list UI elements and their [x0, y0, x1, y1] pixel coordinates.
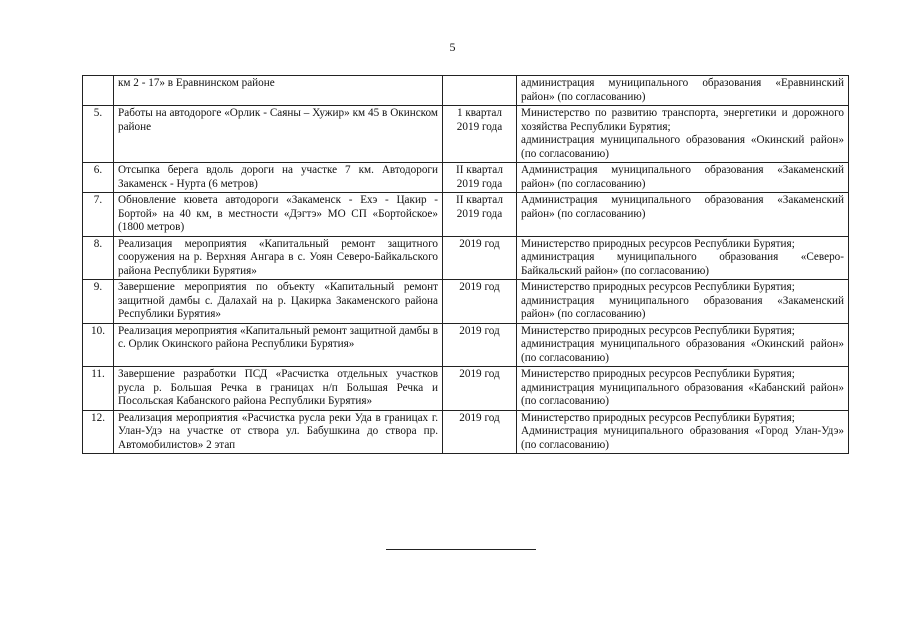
responsible-cell — [517, 193, 849, 237]
responsible-entry: администрация муниципального образования «Кабанский район» (по согласованию) — [521, 381, 844, 407]
responsible-entry: Администрация муниципального образования «Закаменский район» (по согласованию) — [521, 194, 844, 220]
responsible-entry: администрация муниципального образования «Окинский район» (по согласованию) — [521, 134, 844, 160]
responsible-entry: Администрация муниципального образования «Закаменский район» (по согласованию) — [521, 164, 844, 190]
responsible-entry: Администрация муниципального образования «Город Улан-Удэ» (по согласованию) — [521, 425, 844, 451]
responsible-cell — [517, 76, 849, 106]
responsible-entry: Министерство природных ресурсов Республики Бурятия; — [521, 324, 795, 337]
table-row — [83, 76, 849, 106]
measure-description-cell: Обновление кювета автодороги «Закаменск - Ехэ - Цакир - Бортой» на 40 км, в местности «Дэгтэ» МО СП «Бортойское» (1800 метров) — [114, 193, 443, 237]
row-number-cell: 7. — [83, 193, 114, 237]
table-row — [83, 280, 849, 324]
deadline-cell: 2019 год — [443, 280, 517, 324]
responsible-entry: администрация муниципального образования «Еравнинский район» (по согласованию) — [521, 77, 844, 103]
row-number-cell: 8. — [83, 236, 114, 280]
measure-description-cell: Завершение разработки ПСД «Расчистка отдельных участков русла р. Большая Речка в границах н/п Большая Речка и Посольская Кабанского района Республики Бурятия» — [114, 367, 443, 411]
deadline-cell: II квартал 2019 года — [443, 163, 517, 193]
responsible-entry: администрация муниципального образования «Закаменский район» (по согласованию) — [521, 294, 844, 320]
responsible-cell — [517, 323, 849, 367]
deadline-cell — [443, 76, 517, 106]
measure-description-cell: Работы на автодороге «Орлик - Саяны – Хужир» км 45 в Окинском районе — [114, 106, 443, 163]
deadline-cell: 2019 год — [443, 236, 517, 280]
measure-description-cell: Реализация мероприятия «Расчистка русла реки Уда в границах г. Улан-Удэ на участке от створа ул. Бабушкина до створа пр. Автомобилистов» 2 этап — [114, 410, 443, 454]
measures-table — [82, 75, 849, 454]
table-body — [83, 76, 849, 454]
measure-description-cell: Отсыпка берега вдоль дороги на участке 7 км. Автодороги Закаменск - Нурта (6 метров) — [114, 163, 443, 193]
responsible-entry: Министерство природных ресурсов Республики Бурятия; — [521, 411, 795, 424]
row-number-cell: 12. — [83, 410, 114, 454]
responsible-cell — [517, 367, 849, 411]
responsible-cell — [517, 236, 849, 280]
footer-divider — [386, 549, 536, 550]
table-row — [83, 193, 849, 237]
table-row — [83, 323, 849, 367]
row-number-cell: 6. — [83, 163, 114, 193]
table-row — [83, 236, 849, 280]
responsible-entry: Министерство природных ресурсов Республики Бурятия; — [521, 281, 795, 293]
deadline-cell: 2019 год — [443, 410, 517, 454]
table-row — [83, 367, 849, 411]
deadline-cell: 1 квартал 2019 года — [443, 106, 517, 163]
table-row — [83, 106, 849, 163]
responsible-cell — [517, 106, 849, 163]
deadline-cell: 2019 год — [443, 323, 517, 367]
responsible-cell — [517, 280, 849, 324]
row-number-cell: 9. — [83, 280, 114, 324]
responsible-entry: Министерство по развитию транспорта, энергетики и дорожного хозяйства Республики Бурятия; — [521, 107, 844, 133]
responsible-entry: Министерство природных ресурсов Республики Бурятия; — [521, 368, 795, 380]
row-number-cell: 5. — [83, 106, 114, 163]
table-row — [83, 410, 849, 454]
page-number: 5 — [449, 40, 456, 54]
measure-description-cell: Реализация мероприятия «Капитальный ремонт защитного сооружения на р. Верхняя Ангара в с. Уоян Северо-Байкальского района Республики Бурятия» — [114, 236, 443, 280]
responsible-entry: Министерство природных ресурсов Республики Бурятия; — [521, 237, 795, 250]
deadline-cell: II квартал 2019 года — [443, 193, 517, 237]
responsible-cell — [517, 410, 849, 454]
responsible-cell — [517, 163, 849, 193]
measure-description-cell: км 2 - 17» в Еравнинском районе — [114, 76, 443, 106]
measure-description-cell: Завершение мероприятия по объекту «Капитальный ремонт защитной дамбы с. Далахай на р. Цакирка Закаменского района Республики Бурятия» — [114, 280, 443, 324]
table-row — [83, 163, 849, 193]
measure-description-cell: Реализация мероприятия «Капитальный ремонт защитной дамбы в с. Орлик Окинского района Республики Бурятия» — [114, 323, 443, 367]
row-number-cell: 11. — [83, 367, 114, 411]
responsible-entry: администрация муниципального образования «Северо-Байкальский район» (по согласованию) — [521, 251, 844, 277]
row-number-cell — [83, 76, 114, 106]
responsible-entry: администрация муниципального образования «Окинский район» (по согласованию) — [521, 338, 844, 364]
row-number-cell: 10. — [83, 323, 114, 367]
deadline-cell: 2019 год — [443, 367, 517, 411]
